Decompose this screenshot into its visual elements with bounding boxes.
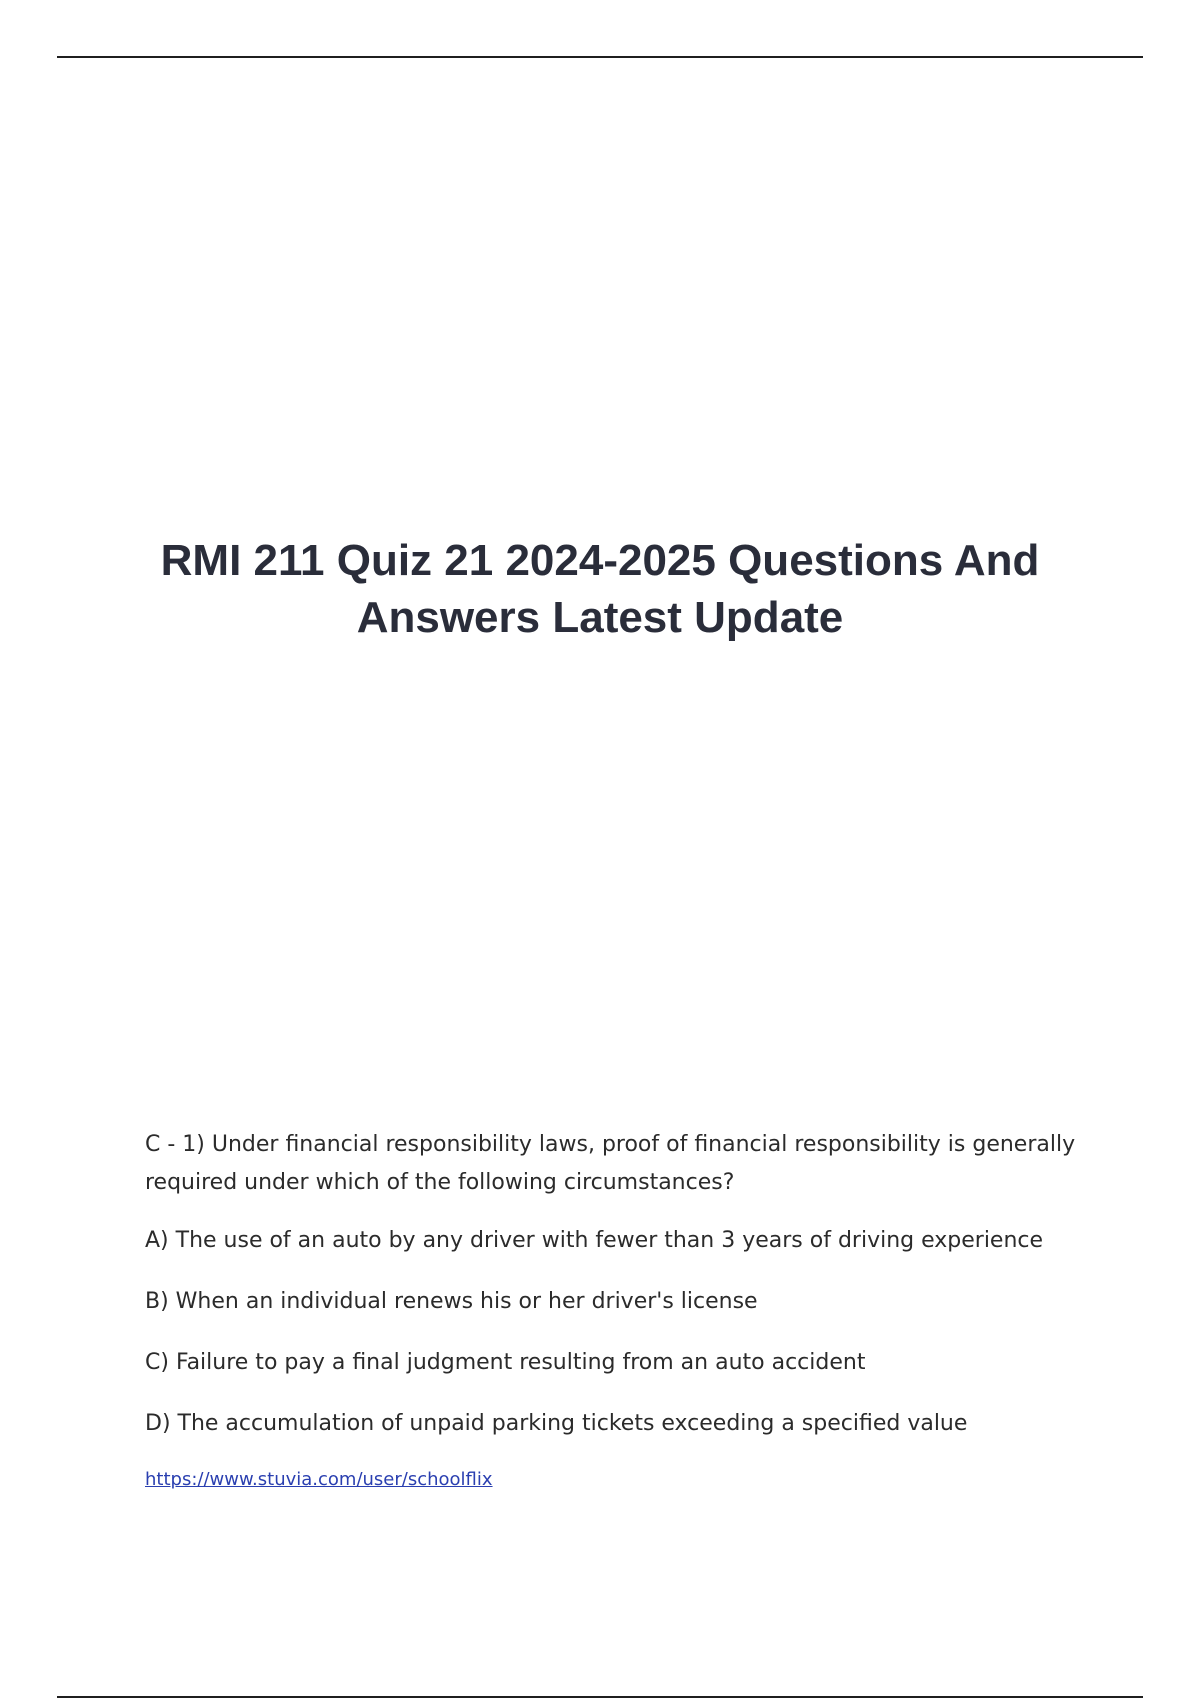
- question-text: C - 1) Under financial responsibility laws, proof of financial responsibility is generally required under which of the following circumstances?: [145, 1132, 1076, 1195]
- top-rule: [57, 56, 1143, 58]
- answer-option-d: D) The accumulation of unpaid parking tickets exceeding a specified value: [145, 1411, 968, 1436]
- source-link[interactable]: https://www.stuvia.com/user/schoolflix: [145, 1469, 493, 1490]
- answer-option-a: A) The use of an auto by any driver with fewer than 3 years of driving experience: [145, 1228, 1044, 1253]
- document-title: RMI 211 Quiz 21 2024-2025 Questions And Answers Latest Update: [160, 536, 1040, 642]
- bottom-rule: [57, 1696, 1143, 1698]
- question-block: [145, 1126, 1105, 1491]
- answer-options: [145, 1222, 1105, 1443]
- answer-option-c: C) Failure to pay a final judgment resulting from an auto accident: [145, 1350, 866, 1375]
- answer-option-b: B) When an individual renews his or her driver's license: [145, 1289, 758, 1314]
